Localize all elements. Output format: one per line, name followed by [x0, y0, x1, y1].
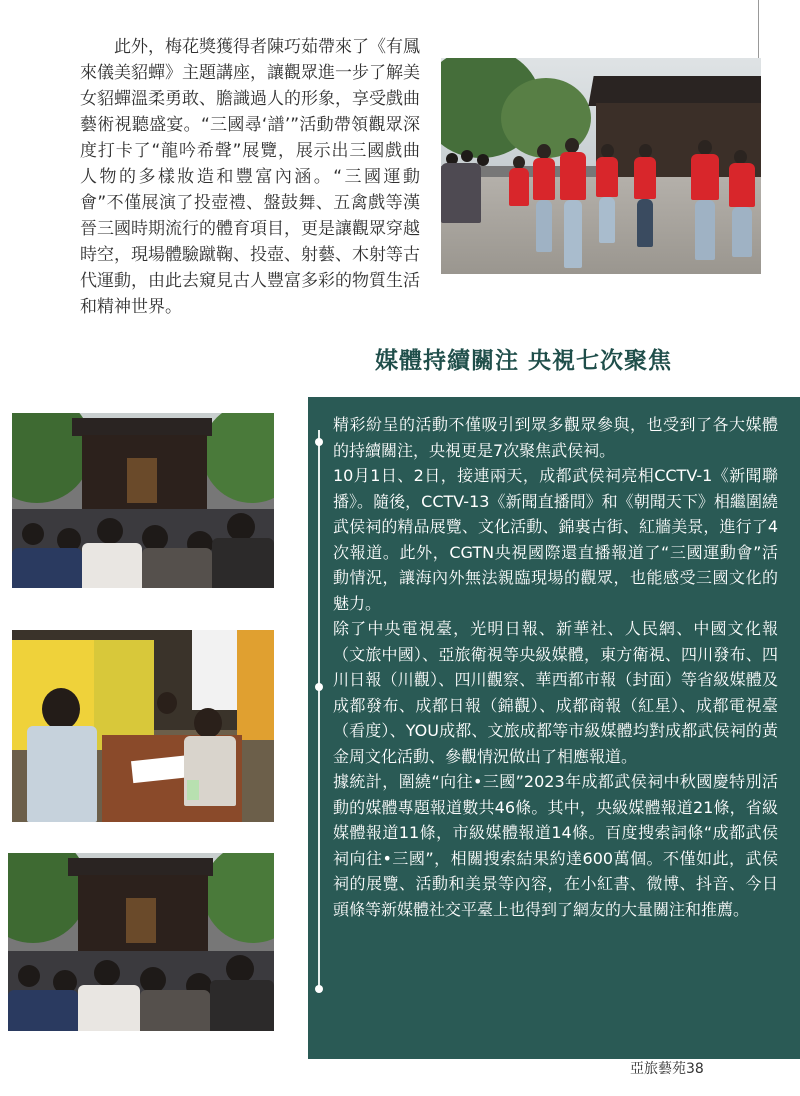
media-coverage-text: [333, 412, 778, 922]
top-rule: [758, 0, 759, 60]
panel-paragraph: 精彩紛呈的活動不僅吸引到眾多觀眾參與，也受到了各大媒體的持續關注，央視更是7次聚焦武侯祠。: [333, 415, 778, 460]
timeline-dot: [315, 985, 323, 993]
timeline-line: [318, 430, 320, 990]
photo-costume-signing: [12, 630, 274, 822]
panel-paragraph: 10月1日、2日，接連兩天，成都武侯祠亮相CCTV-1《新聞聯播》。隨後，CCTV-13《新聞直播間》和《朝聞天下》相繼圍繞武侯祠的精品展覽、文化活動、錦裏古街、紅牆美景，進行了4次報道。此外，CGTN央視國際還直播報道了“三國運動會”活動情況，讓海內外無法親臨現場的觀眾，也能感受三國文化的魅力。: [333, 466, 778, 613]
page-number: 亞旅藝苑38: [630, 1061, 704, 1077]
timeline-dot: [315, 683, 323, 691]
section-heading: 媒體持續關注 央視七次聚焦: [375, 348, 673, 374]
panel-paragraph: 據統計，圍繞“向往•三國”2023年成都武侯祠中秋國慶特別活動的媒體專題報道數共46條。其中，央級媒體報道21條，省級媒體報道11條，市級媒體報道14條。百度搜索詞條“成都武侯祠向往•三國”，相關搜索結果約達600萬個。不僅如此，武侯祠的展覽、活動和美景等內容，在小紅書、微博、抖音、今日頭條等新媒體社交平臺上也得到了網友的大量關注和推薦。: [333, 772, 778, 919]
intro-paragraph: 此外，梅花獎獲得者陳巧茹帶來了《有鳳來儀美貂蟬》主題講座，讓觀眾進一步了解美女貂蟬溫柔勇敢、膽識過人的形象，享受戲曲藝術視聽盛宴。“三國尋‘譜’”活動帶領觀眾深度打卡了“龍吟希聲”展覽，展示出三國戲曲人物的多樣妝造和豐富內涵。“三國運動會”不僅展演了投壺禮、盤鼓舞、五禽戲等漢晉三國時期流行的體育項目，更是讓觀眾穿越時空，現場體驗蹴鞠、投壺、射藝、木射等古代運動，由此去窺見古人豐富多彩的物質生活和精神世界。: [80, 37, 420, 317]
photo-crowd-temple-2: [8, 853, 274, 1031]
timeline-dot: [315, 438, 323, 446]
photo-performers-courtyard: [441, 58, 761, 274]
intro-text-block: [80, 34, 420, 320]
photo-crowd-temple-1: [12, 413, 274, 588]
panel-paragraph: 除了中央電視臺，光明日報、新華社、人民網、中國文化報（文旅中國）、亞旅衛視等央級媒體，東方衛視、四川發布、四川日報（川觀）、四川觀察、華西都市報（封面）等省級媒體及成都發布、成都日報（錦觀）、成都商報（紅星）、成都電視臺（看度）、YOU成都、文旅成都等市級媒體均對成都武侯祠的黃金周文化活動、參觀情況做出了相應報道。: [333, 619, 778, 766]
